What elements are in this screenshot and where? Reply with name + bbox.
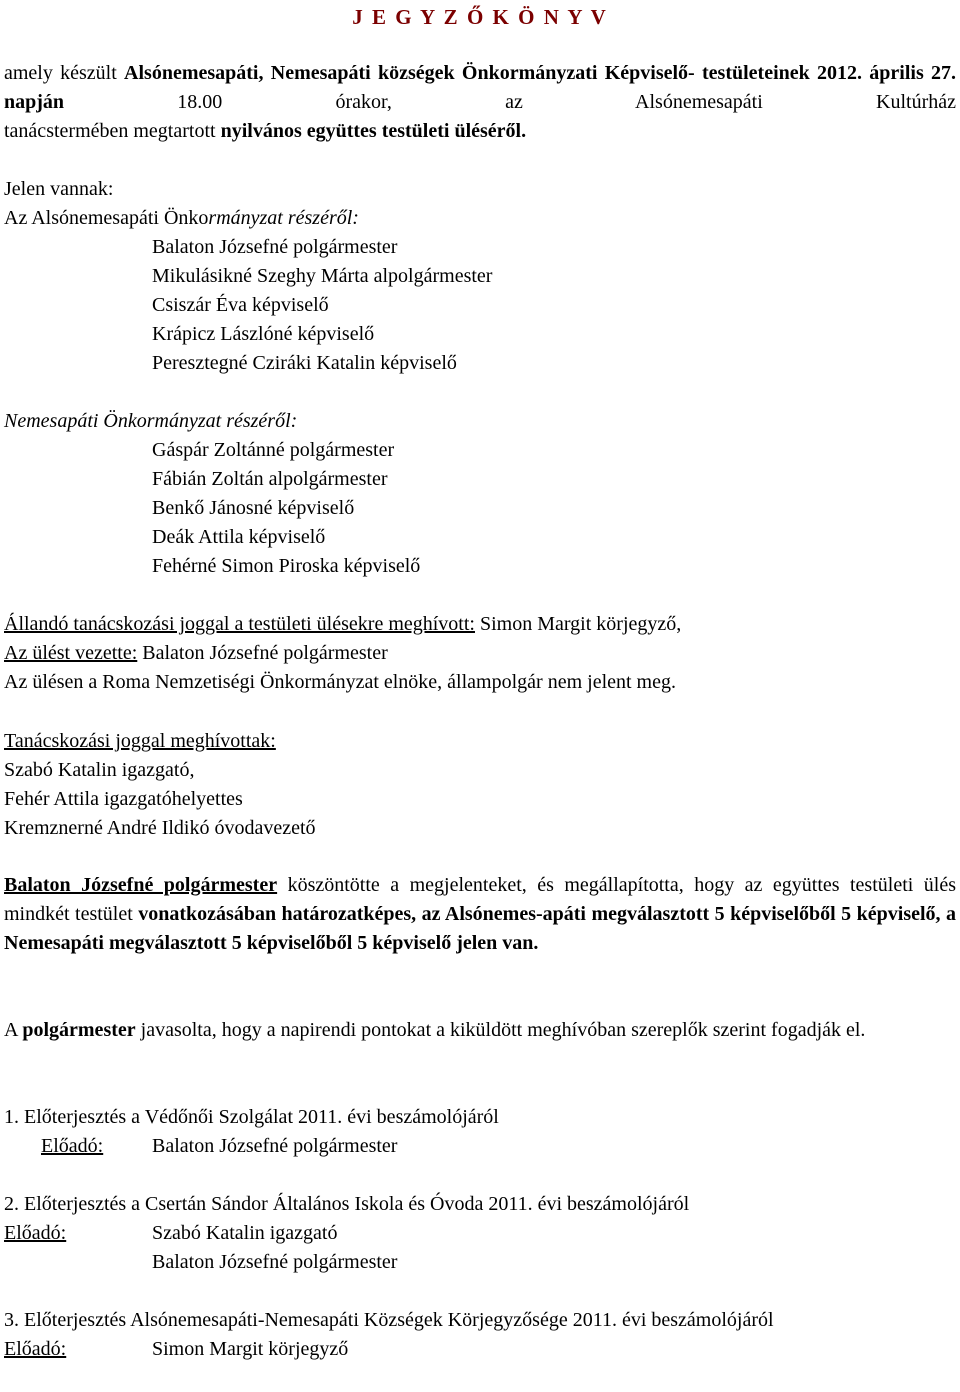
advisory-section [4, 727, 956, 843]
advisory-member: Kremznerné André Ildikó óvodavezető [4, 817, 316, 839]
agenda-item-1 [4, 1103, 956, 1161]
invited-section [4, 610, 956, 697]
present-section-2 [4, 407, 956, 581]
group2-member: Deák Attila képviselő [152, 526, 326, 548]
present-heading: Jelen vannak: [4, 178, 114, 200]
agenda-item-title: 1. Előterjesztés a Védőnői Szolgálat 2011. évi beszámolójáról [4, 1106, 499, 1128]
agenda-item-presenter: Előadó: Szabó Katalin igazgató [4, 1222, 338, 1244]
agenda-intro: A polgármester javasolta, hogy a napirendi pontokat a kiküldött meghívóban szereplők szerint fogadják el. [4, 1019, 866, 1041]
group1-member: Peresztegné Cziráki Katalin képviselő [152, 352, 457, 374]
group1-member: Csiszár Éva képviselő [152, 294, 329, 316]
agenda-item-2 [4, 1190, 956, 1277]
group2-member: Fehérné Simon Piroska képviselő [152, 555, 421, 577]
agenda-item-presenter: Előadó: Simon Margit körjegyző [4, 1338, 349, 1360]
group2-label: Nemesapáti Önkormányzat részéről: [4, 410, 298, 432]
group2-member: Benkő Jánosné képviselő [152, 497, 355, 519]
present-section [4, 175, 956, 378]
intro-paragraph: amely készült Alsónemesapáti, Nemesapáti községek Önkormányzati Képviselő- testületeinek 2012. április 27. napján 18.00 órakor, az Alsónemesapáti Kultúrház [4, 62, 957, 113]
group1-member: Balaton Józsefné polgármester [152, 236, 398, 258]
group2-member: Fábián Zoltán alpolgármester [152, 468, 388, 490]
group1-member: Krápicz Lászlóné képviselő [152, 323, 375, 345]
intro-paragraph-end: tanácstermében megtartott nyilvános együttes testületi üléséről. [4, 120, 527, 142]
advisory-member: Fehér Attila igazgatóhelyettes [4, 788, 243, 810]
agenda-item-3 [4, 1306, 956, 1364]
agenda-item-presenter: Balaton Józsefné polgármester [152, 1251, 398, 1273]
group1-label: Az Alsónemesapáti Önkormányzat részéről: [4, 207, 359, 229]
standing-invitee: Állandó tanácskozási joggal a testületi ülésekre meghívott: Simon Margit körjegyző, [4, 613, 682, 635]
group2-member: Gáspár Zoltánné polgármester [152, 439, 395, 461]
roma-note: Az ülésen a Roma Nemzetiségi Önkormányzat elnöke, állampolgár nem jelent meg. [4, 671, 676, 693]
group1-member: Mikulásikné Szeghy Márta alpolgármester [152, 265, 493, 287]
agenda-item-presenter: Előadó: Balaton Józsefné polgármester [41, 1135, 398, 1157]
quorum-paragraph: Balaton Józsefné polgármester köszöntötte a megjelenteket, és megállapította, hogy az együttes testületi ülés mindkét testület vonatkozásában határozatképes, az Alsónemes-apáti megválasztott 5 képviselőből 5 képviselő, a Nemesapáti megválasztott 5 képviselőből 5 képviselő jelen van. [4, 874, 957, 954]
advisory-member: Szabó Katalin igazgató, [4, 759, 195, 781]
advisory-label: Tanácskozási joggal meghívottak: [4, 730, 276, 752]
agenda-item-title: 3. Előterjesztés Alsónemesapáti-Nemesapáti Községek Körjegyzősége 2011. évi beszámolójáról [4, 1309, 774, 1331]
session-chair: Az ülést vezette: Balaton Józsefné polgármester [4, 642, 388, 664]
agenda-item-title: 2. Előterjesztés a Csertán Sándor Általános Iskola és Óvoda 2011. évi beszámolójáról [4, 1193, 690, 1215]
document-title: J E G Y Z Ő K Ö N Y V [352, 5, 608, 29]
